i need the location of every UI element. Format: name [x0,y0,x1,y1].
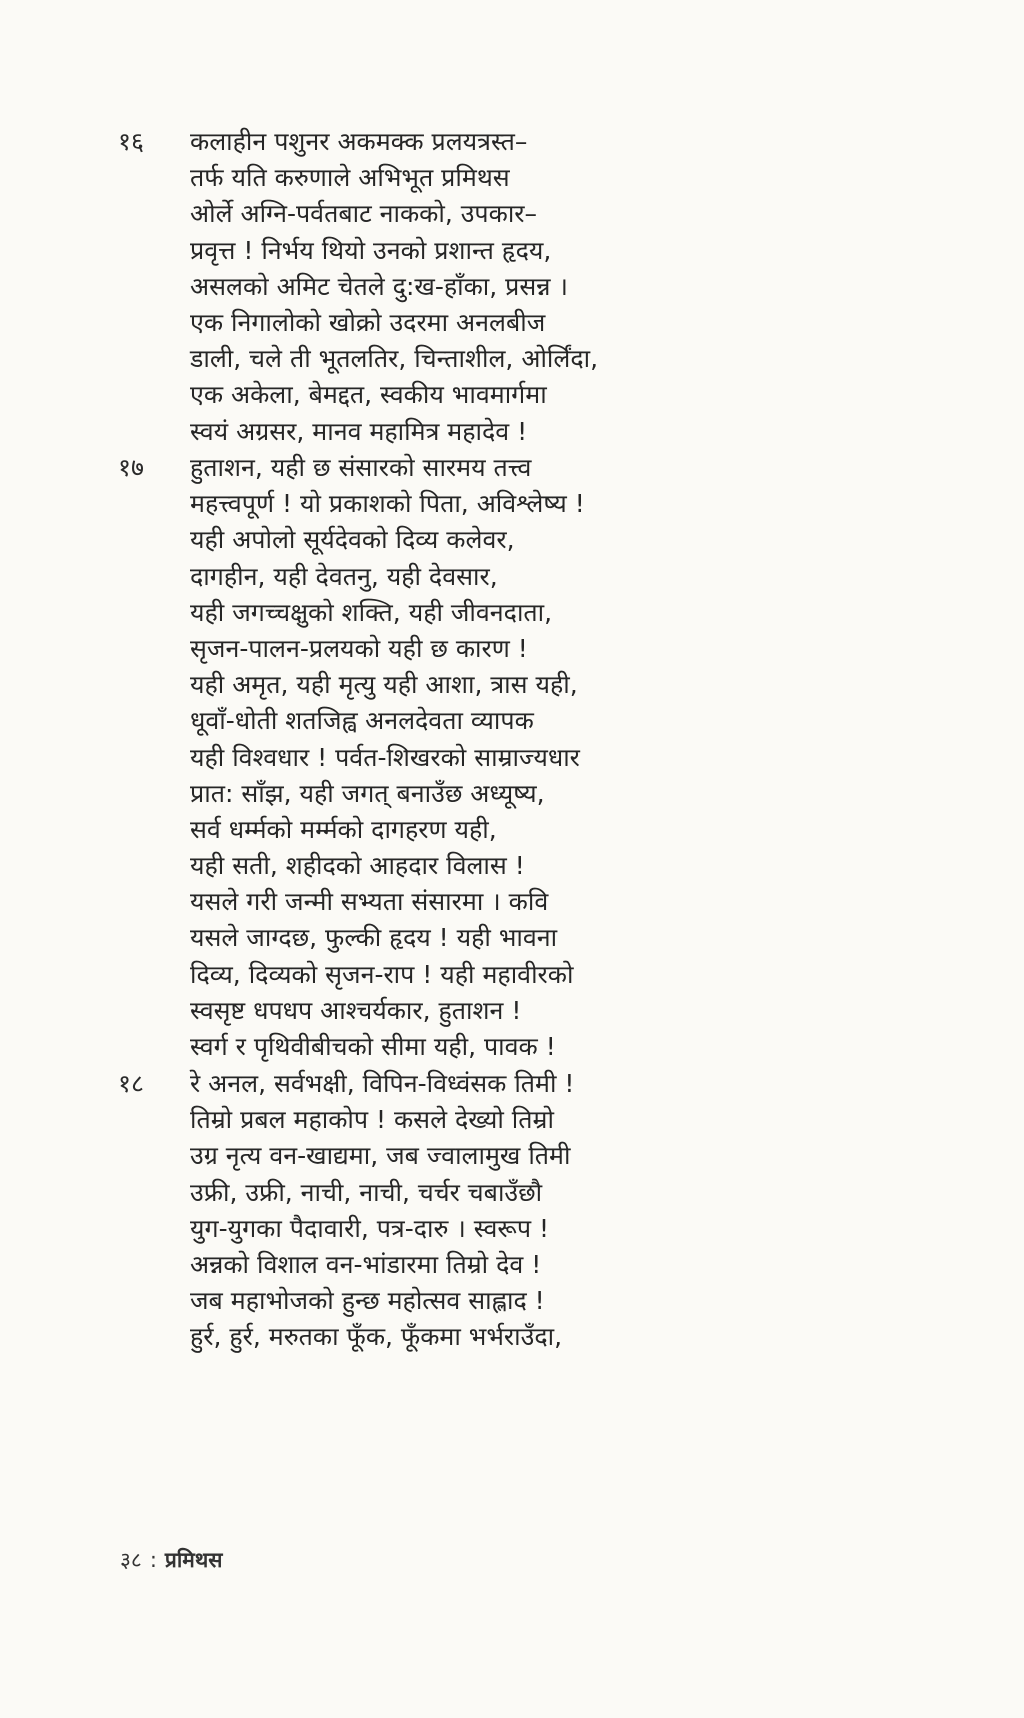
verse-line: उग्र नृत्य वन-खाद्यमा, जब ज्वालामुख तिमी [190,1141,571,1171]
verse-line: दागहीन, यही देवतनु, यही देवसार, [190,561,498,591]
footer-separator: : [149,1548,157,1572]
verse-line: यही अपोलो सूर्यदेवको दिव्य कलेवर, [190,525,515,555]
verse-line: प्रवृत्त ! निर्भय थियो उनको प्रशान्त हृदय, [190,235,552,265]
verse-line: एक निगालोको खोक्रो उदरमा अनलबीज [190,307,546,337]
stanza-lines [190,450,950,1065]
verse-line: प्रात: साँझ, यही जगत् बनाउँछ अध्यूष्य, [190,778,545,808]
book-title: प्रमिथस [164,1548,223,1572]
verse-line: यही अमृत, यही मृत्यु यही आशा, त्रास यही, [190,670,578,700]
verse-line: ओर्ले अग्नि-पर्वतबाट नाकको, उपकार– [190,199,538,229]
verse-line: जब महाभोजको हुन्छ महोत्सव साह्लाद ! [190,1286,545,1316]
verse-line: युग-युगका पैदावारी, पत्र-दारु । स्वरूप ! [190,1213,550,1243]
verse-line: सर्व धर्म्मको मर्म्मको दागहरण यही, [190,814,497,844]
verse-line: डाली, चले ती भूतलतिर, चिन्ताशील, ओर्लिंदा, [190,344,599,374]
verse-line: यही सती, शहीदको आहदार विलास ! [190,851,525,881]
verse-line: स्वयं अग्रसर, मानव महामित्र महादेव ! [190,416,528,446]
verse-line: हुर्र, हुर्र, मरुतका फूँक, फूँकमा भर्भराउँदा, [190,1322,563,1352]
verse-line: रे अनल, सर्वभक्षी, विपिन-विध्वंसक तिमी ! [190,1069,575,1098]
verse-line: हुताशन, यही छ संसारको सारमय तत्त्व [190,453,532,482]
verse-line: यसले गरी जन्मी सभ्यता संसारमा । कवि [190,887,549,917]
stanza-number: १६ [118,127,145,156]
stanza-number: १७ [118,453,145,482]
verse-line: तर्फ यति करुणाले अभिभूत प्रमिथस [190,163,510,193]
stanza-lines [190,124,950,450]
verse-line: महत्त्वपूर्ण ! यो प्रकाशको पिता, अविश्लेष्य ! [190,489,585,519]
verse-line: कलाहीन पशुनर अकमक्क प्रलयत्रस्त– [190,127,528,156]
verse-line: तिम्रो प्रबल महाकोप ! कसले देख्यो तिम्रो [190,1105,554,1135]
verse-line: उफ्री, उफ्री, नाची, नाची, चर्चर चबाउँछौ [190,1177,543,1207]
page-number: ३८ [120,1548,142,1572]
stanza-number: १८ [118,1069,145,1098]
stanza-lines [190,1066,950,1356]
verse-line: यही जगच्चक्षुको शक्ति, यही जीवनदाता, [190,597,553,627]
verse-line: एक अकेला, बेमद्दत, स्वकीय भावमार्गमा [190,380,547,410]
verse-line: अन्नको विशाल वन-भांडारमा तिम्रो देव ! [190,1249,542,1279]
verse-line: यसले जाग्दछ, फुल्की हृदय ! यही भावना [190,923,558,953]
verse-line: धूवाँ-धोती शतजिह्व अनलदेवता व्यापक [190,706,534,736]
verse-line: स्वसृष्ट धपधप आश्चर्यकार, हुताशन ! [190,995,522,1025]
page-footer [120,1545,222,1575]
verse-line: दिव्य, दिव्यको सृजन-राप ! यही महावीरको [190,959,574,989]
verse-line: स्वर्ग र पृथिवीबीचको सीमा यही, पावक ! [190,1032,556,1061]
verse-line: यही विश्वधार ! पर्वत-शिखरको साम्राज्यधार [190,742,580,772]
verse-line: असलको अमिट चेतले दु:ख-हाँका, प्रसन्न । [190,271,568,301]
verse-line: सृजन-पालन-प्रलयको यही छ कारण ! [190,633,528,663]
